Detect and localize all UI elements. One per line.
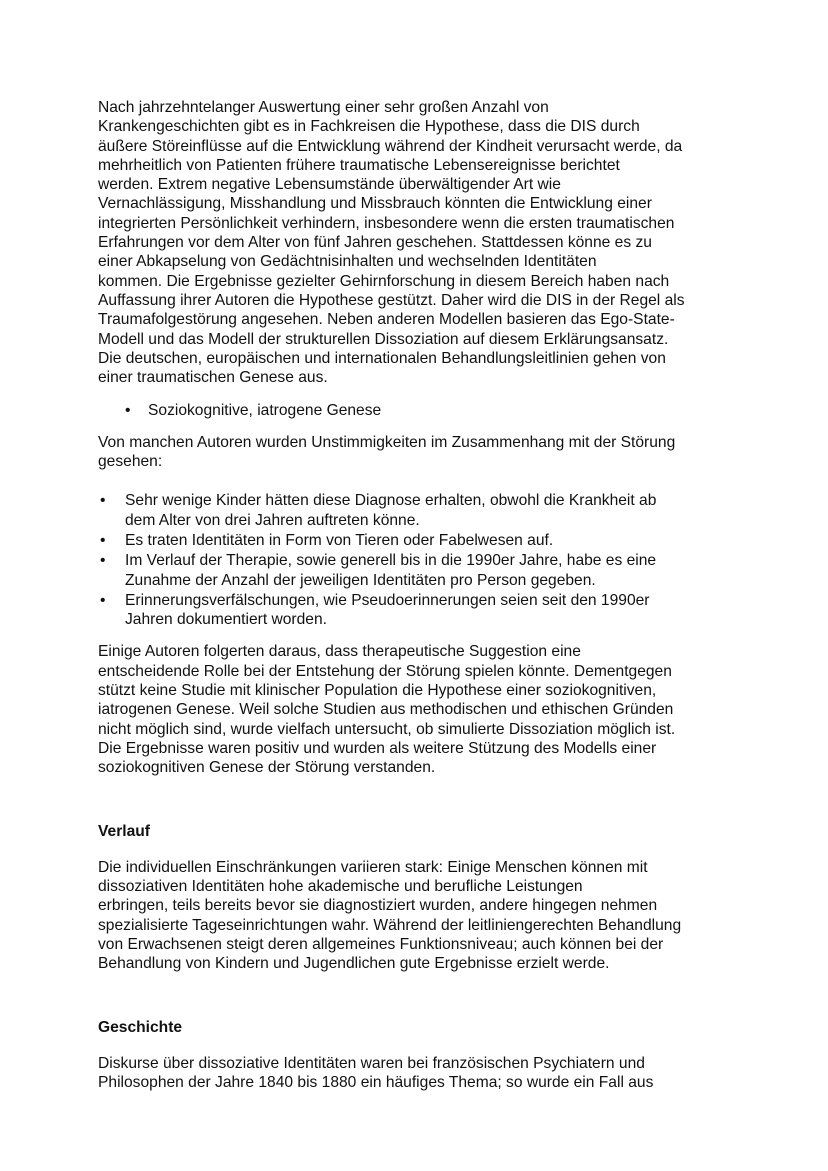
list-item-line: Zunahme der Anzahl der jeweiligen Identitäten pro Person gegeben. <box>125 571 596 589</box>
text-line: einer Abkapselung von Gedächtnisinhalten und wechselnden Identitäten <box>98 253 597 271</box>
text-line: mehrheitlich von Patienten frühere traumatische Lebensereignisse berichtet <box>98 156 620 174</box>
text-line: Modell und das Modell der strukturellen Dissoziation auf diesem Erklärungsansatz. <box>98 330 669 348</box>
heading-verlauf: Verlauf <box>98 822 151 840</box>
document-page <box>98 98 738 1092</box>
text-line: kommen. Die Ergebnisse gezielter Gehirnforschung in diesem Bereich haben nach <box>98 272 670 290</box>
text-line: spezialisierte Tageseinrichtungen wahr. Während der leitliniengerechten Behandlung <box>98 916 682 934</box>
bullet-dot-icon: • <box>100 492 106 510</box>
list-item <box>98 551 738 590</box>
sub-bullet-sociocognitive <box>98 401 738 420</box>
paragraph-traumatic-genesis <box>98 98 738 387</box>
paragraph-intro <box>98 433 738 472</box>
text-line: integrierten Persönlichkeit verhindern, insbesondere wenn die ersten traumatischen <box>98 214 675 232</box>
text-line: soziokognitiven Genese der Störung verstanden. <box>98 759 436 777</box>
bullet-dot-icon: • <box>100 591 106 609</box>
bullet-dot-icon: • <box>125 402 131 420</box>
text-line: Nach jahrzehntelanger Auswertung einer sehr großen Anzahl von <box>98 99 549 116</box>
list-item-line: Es traten Identitäten in Form von Tieren oder Fabelwesen auf. <box>125 531 554 549</box>
text-line: Erfahrungen vor dem Alter von fünf Jahren geschehen. Stattdessen könne es zu <box>98 234 652 252</box>
text-line: Behandlung von Kindern und Jugendlichen gute Ergebnisse erzielt werde. <box>98 955 610 973</box>
text-line: Von manchen Autoren wurden Unstimmigkeiten im Zusammenhang mit der Störung <box>98 433 676 451</box>
text-line: stützt keine Studie mit klinischer Population die Hypothese einer soziokognitiven, <box>98 682 657 700</box>
list-item <box>98 531 738 550</box>
text-line: Die individuellen Einschränkungen variieren stark: Einige Menschen können mit <box>98 858 648 876</box>
list-item-line: Sehr wenige Kinder hätten diese Diagnose erhalten, obwohl die Krankheit ab <box>125 492 657 510</box>
list-item-line: Erinnerungsverfälschungen, wie Pseudoerinnerungen seien seit den 1990er <box>125 591 650 609</box>
bullet-dot-icon: • <box>100 531 106 549</box>
text-line: nicht möglich sind, wurde vielfach untersucht, ob simulierte Dissoziation möglich ist. <box>98 720 676 738</box>
text-line: Philosophen der Jahre 1840 bis 1880 ein häufiges Thema; so wurde ein Fall aus <box>98 1074 654 1092</box>
list-item-line: dem Alter von drei Jahren auftreten könne. <box>125 511 420 529</box>
text-line: Vernachlässigung, Misshandlung und Missbrauch könnten die Entwicklung einer <box>98 195 652 213</box>
paragraph-verlauf <box>98 858 738 974</box>
heading-geschichte: Geschichte <box>98 1018 183 1036</box>
text-line: Traumafolgestörung angesehen. Neben anderen Modellen basieren das Ego-State- <box>98 311 675 329</box>
text-line: Auffassung ihrer Autoren die Hypothese gestützt. Daher wird die DIS in der Regel als <box>98 291 685 309</box>
bullet-dot-icon: • <box>100 552 106 570</box>
sub-bullet-label: Soziokognitive, iatrogene Genese <box>148 402 382 420</box>
text-line: erbringen, teils bereits bevor sie diagnostiziert wurden, andere hingegen nehmen <box>98 897 658 915</box>
text-line: Krankengeschichten gibt es in Fachkreisen die Hypothese, dass die DIS durch <box>98 118 640 136</box>
bullet-list <box>98 491 738 629</box>
list-item-line: Im Verlauf der Therapie, sowie generell bis in die 1990er Jahre, habe es eine <box>125 552 657 570</box>
list-item <box>98 591 738 630</box>
list-item-line: Jahren dokumentiert worden. <box>125 611 327 629</box>
text-line: einer traumatischen Genese aus. <box>98 369 328 387</box>
text-line: werden. Extrem negative Lebensumstände überwältigender Art wie <box>98 176 561 194</box>
text-line: entscheidende Rolle bei der Entstehung der Störung spielen könnte. Dementgegen <box>98 662 672 680</box>
text-line: gesehen: <box>98 453 163 471</box>
text-line: Die deutschen, europäischen und internationalen Behandlungsleitlinien gehen von <box>98 349 666 367</box>
text-line: Die Ergebnisse waren positiv und wurden als weitere Stützung des Modells einer <box>98 739 657 757</box>
text-line: äußere Störeinflüsse auf die Entwicklung während der Kindheit verursacht werde, da <box>98 137 683 155</box>
text-line: iatrogenen Genese. Weil solche Studien aus methodischen und ethischen Gründen <box>98 701 674 719</box>
paragraph-geschichte <box>98 1054 738 1093</box>
list-item <box>98 491 738 530</box>
text-line: Einige Autoren folgerten daraus, dass therapeutische Suggestion eine <box>98 643 581 661</box>
paragraph-conclusion <box>98 642 738 777</box>
text-line: von Erwachsenen steigt deren allgemeines Funktionsniveau; auch können bei der <box>98 935 664 953</box>
text-line: dissoziativen Identitäten hohe akademische und berufliche Leistungen <box>98 878 583 896</box>
text-line: Diskurse über dissoziative Identitäten waren bei französischen Psychiatern und <box>98 1054 645 1072</box>
